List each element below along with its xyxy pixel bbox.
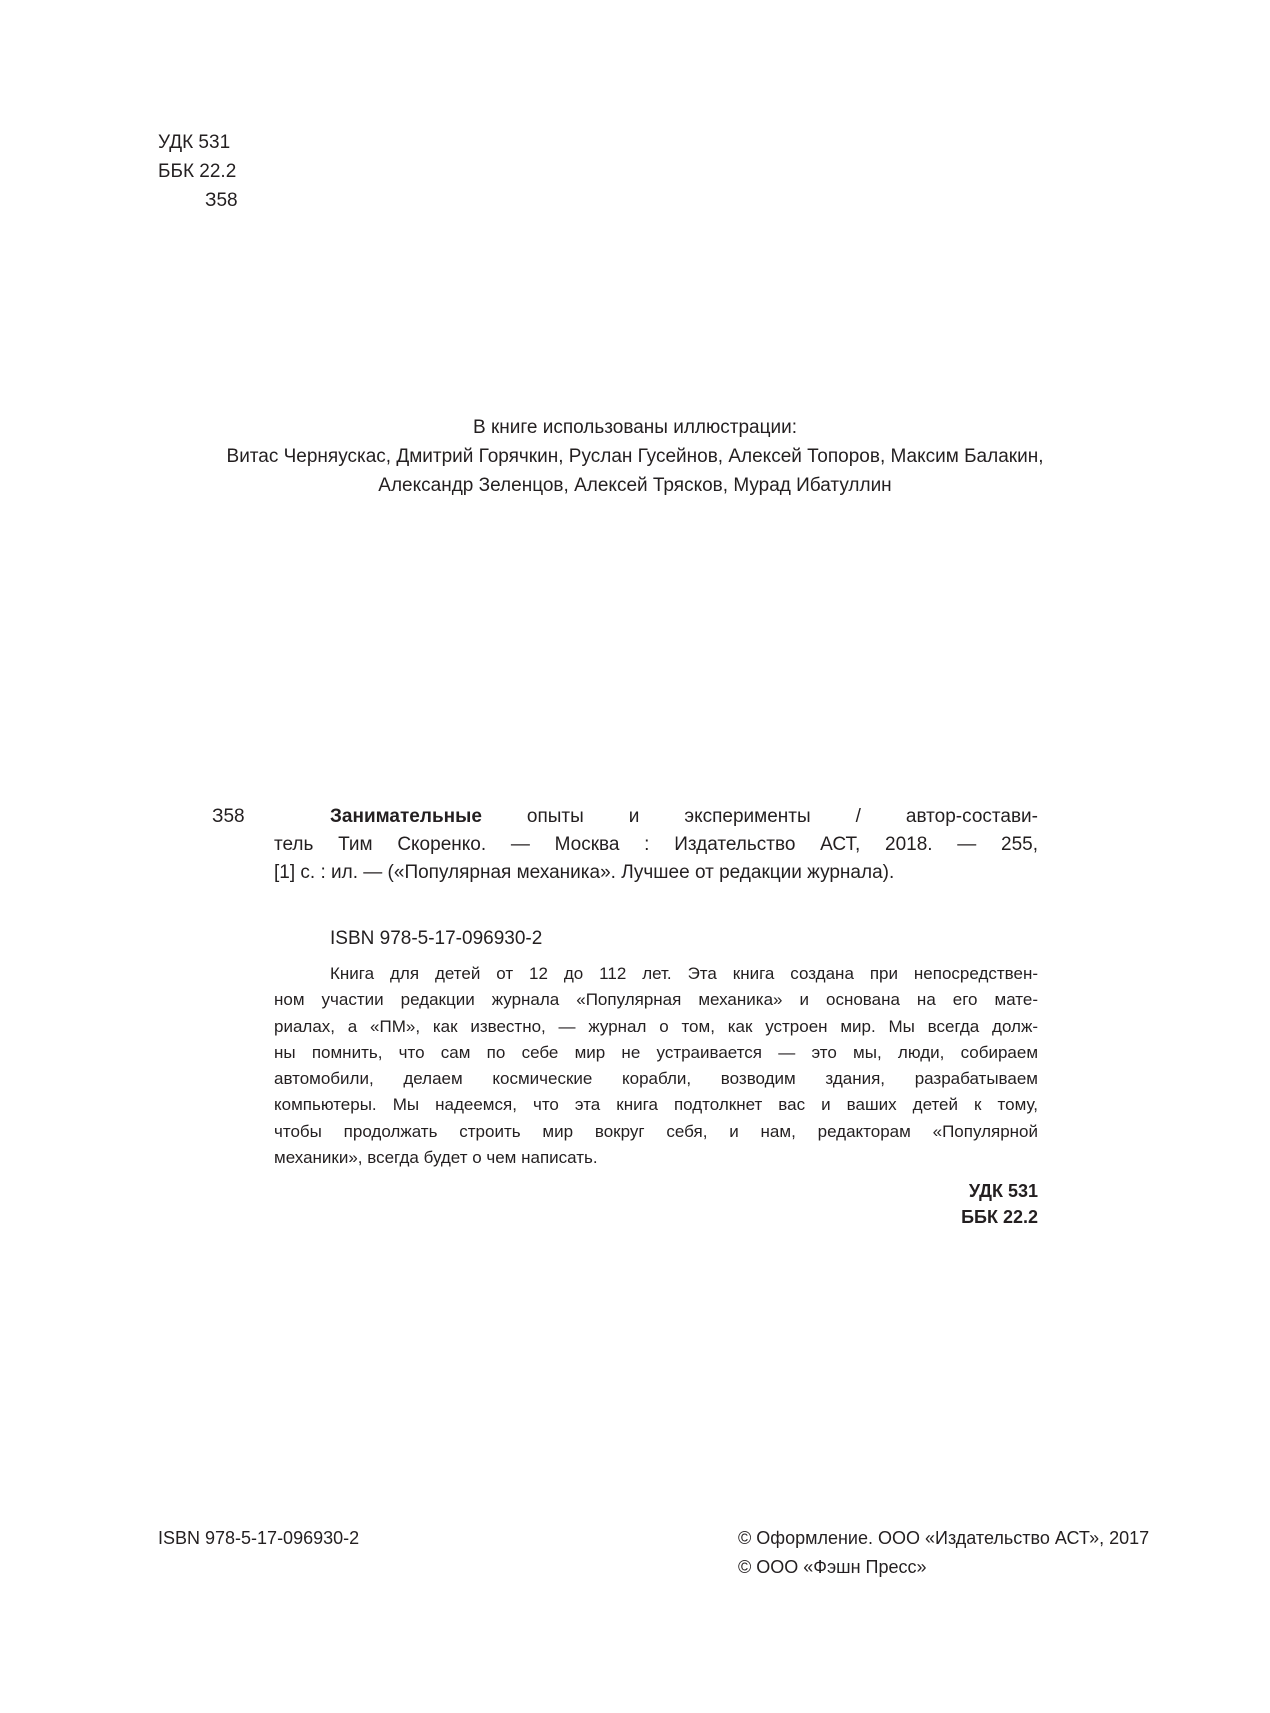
illustrations-heading: В книге использованы иллюстрации:	[473, 417, 797, 438]
bbk-code: ББК 22.2	[158, 161, 237, 182]
udk-code-bold: УДК 531	[968, 1181, 1038, 1201]
book-title-bold: Занимательные	[330, 806, 482, 827]
bibliography-line-1-rest: опыты и эксперименты / автор-состави-	[481, 806, 1038, 827]
copyright-line-2: © ООО «Фэшн Пресс»	[738, 1557, 927, 1577]
illustrators-line-1: Витас Черняускас, Дмитрий Горячкин, Руслан Гусейнов, Алексей Топоров, Максим Балакин,	[226, 446, 1044, 467]
bibliography-line-3: [1] с. : ил. — («Популярная механика». Лучшее от редакции журнала).	[274, 862, 895, 883]
annotation-line: чтобы продолжать строить мир вокруг себя, и нам, редакторам «Популярной	[274, 1121, 1038, 1141]
illustrators-line-2: Александр Зеленцов, Алексей Трясков, Мурад Ибатуллин	[378, 475, 892, 496]
illustrations-credits	[0, 413, 1270, 500]
annotation-line: риалах, а «ПМ», как известно, — журнал о том, как устроен мир. Мы всегда долж-	[274, 1016, 1038, 1036]
bibliography-line-1	[274, 803, 1038, 831]
annotation-line: компьютеры. Мы надеемся, что эта книга подтолкнет вас и ваших детей к тому,	[274, 1095, 1038, 1115]
copyright-line-1: © Оформление. ООО «Издательство АСТ», 2017	[738, 1528, 1150, 1548]
annotation-line: механики», всегда будет о чем написать.	[274, 1148, 598, 1168]
udk-code: УДК 531	[158, 132, 231, 153]
bibliography-author-mark: З58	[212, 806, 245, 827]
bibliography-line-2: тель Тим Скоренко. — Москва : Издательство АСТ, 2018. — 255,	[274, 834, 1038, 855]
author-mark: З58	[205, 190, 238, 211]
annotation-line: ны помнить, что сам по себе мир не устраивается — это мы, люди, собираем	[274, 1042, 1038, 1062]
isbn: ISBN 978-5-17-096930-2	[330, 928, 543, 949]
annotation-paragraph	[274, 961, 1038, 1171]
bbk-code-bold: ББК 22.2	[961, 1207, 1038, 1227]
copyright-block	[738, 1524, 1149, 1582]
annotation-line: Книга для детей от 12 до 112 лет. Эта книга создана при непосредствен-	[330, 964, 1038, 983]
classification-codes-bottom	[820, 1178, 1038, 1230]
classification-codes-top	[158, 128, 238, 215]
footer-isbn: ISBN 978-5-17-096930-2	[158, 1528, 360, 1548]
bibliographic-entry	[274, 803, 1038, 887]
annotation-line: автомобили, делаем космические корабли, возводим здания, разрабатываем	[274, 1069, 1038, 1089]
annotation-line: ном участии редакции журнала «Популярная механика» и основана на его мате-	[274, 990, 1038, 1010]
